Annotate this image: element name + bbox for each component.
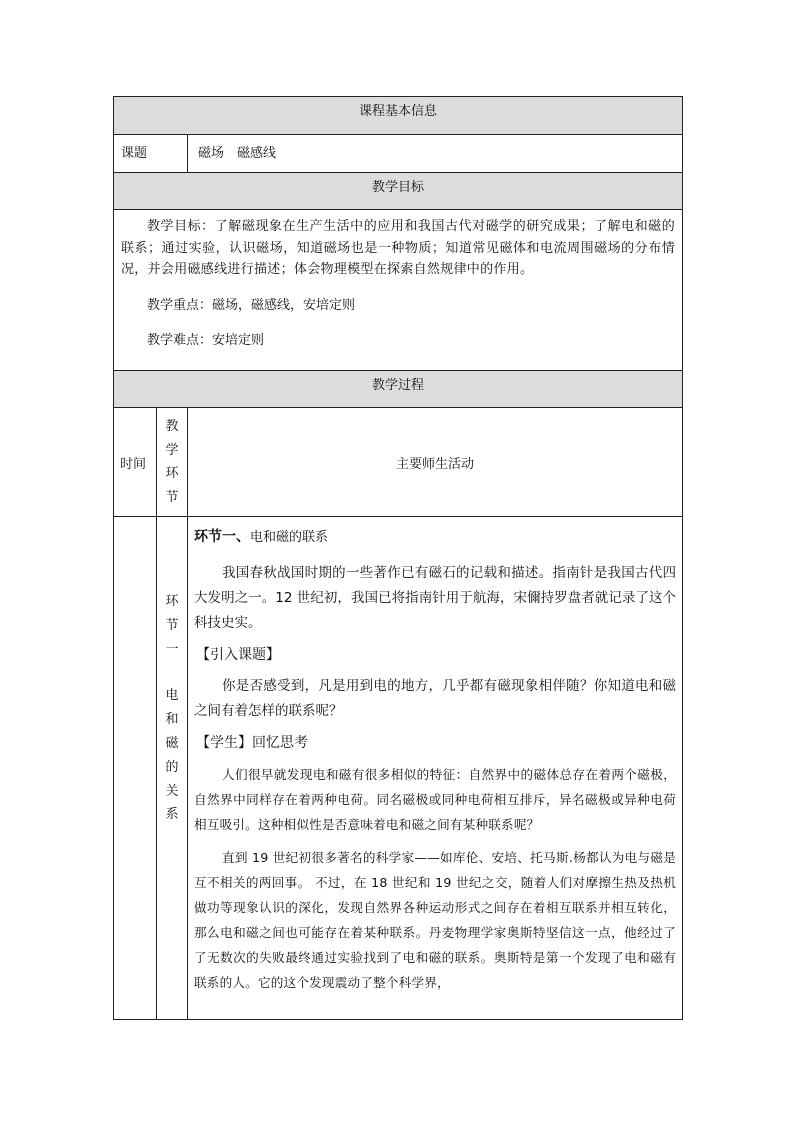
- section-title-bold: 环节一、: [194, 529, 250, 545]
- col-time-header: 时间: [114, 408, 157, 517]
- similarity-paragraph: 人们很早就发现电和磁有很多相似的特征：自然界中的磁体总存在着两个磁极，自然界中同样存在着两种电荷。同名磁极或同种电荷相互排斥，异名磁极或异种电荷相互吸引。这种相似性是否意味着电和磁之间有某种联系呢？: [194, 767, 677, 832]
- difficult-points: 教学难点：安培定则: [147, 333, 265, 348]
- goals-text: 教学目标：了解磁现象在生产生活中的应用和我国古代对磁学的研究成果；了解电和磁的联系；通过实验，认识磁场，知道磁场也是一种物质；知道常见磁体和电流周围磁场的分布情况，并会用磁感线进行描述；体会物理模型在探索自然规律中的作用。: [121, 219, 676, 277]
- intro-paragraph: 你是否感受到，凡是用到电的地方，几乎都有磁现象相伴随？你知道电和磁之间有着怎样的联系呢？: [194, 678, 677, 719]
- main-activity-cell: [188, 517, 683, 1020]
- intro-label: 【引入课题】: [196, 647, 280, 663]
- topic-row: [114, 135, 683, 173]
- lesson-plan-table: [113, 96, 683, 1020]
- section-title-rest: 电和磁的联系: [250, 530, 329, 545]
- history-paragraph: 我国春秋战国时期的一些著作已有磁石的记载和描述。指南针是我国古代四大发明之一。12 世纪初，我国已将指南针用于航海，宋儞持罗盘者就记录了这个科技史实。: [194, 565, 677, 631]
- topic-label: 课题: [114, 135, 188, 173]
- key-points: 教学重点：磁场，磁感线，安培定则: [147, 297, 356, 313]
- section-title: [194, 527, 676, 548]
- goals-header-row: [114, 173, 683, 210]
- stage-label-char: 节: [165, 617, 179, 633]
- topic-value: 磁场 磁感线: [188, 135, 683, 173]
- col-stage-char: 环: [165, 466, 179, 481]
- stage-label-char: 电: [165, 688, 179, 704]
- student-label: 【学生】回忆思考: [196, 735, 308, 751]
- goals-row: [114, 210, 683, 371]
- col-stage-header: [157, 408, 188, 517]
- oersted-paragraph: 直到 19 世纪初很多著名的科学家——如库伦、安培、托马斯.杨都认为电与磁是互不相关的两回事。 不过，在 18 世纪和 19 世纪之交，随着人们对摩擦生热及热机做功等现象认识的深化，发现自然界各种运动形式之间存在着相互联系并相互转化，那么电和磁之间也可能存在着某种联系。丹麦物理学家奥斯特坚信这一点，他经过了了无数次的失败最终通过实验找到了电和磁的联系。奥斯特是第一个发现了电和磁有联系的人。它的这个发现震动了整个科学界，: [194, 850, 677, 990]
- basic-info-header-row: [114, 97, 683, 135]
- column-header-row: [114, 408, 683, 517]
- goals-cell: [114, 210, 683, 371]
- process-header-row: [114, 371, 683, 408]
- stage-label-cell: [157, 517, 188, 1020]
- col-stage-char: 节: [165, 489, 179, 505]
- stage-label-char: 磁: [165, 735, 179, 751]
- stage-label-char: 的: [165, 759, 179, 775]
- col-main-header: 主要师生活动: [188, 408, 683, 517]
- col-stage-char: 教: [165, 419, 179, 434]
- time-cell: [114, 517, 157, 1020]
- stage-one-row: [114, 517, 683, 1020]
- stage-label-char: 关: [165, 783, 179, 799]
- goals-header: 教学目标: [114, 173, 683, 210]
- stage-label-char: 一: [165, 641, 179, 657]
- stage-label-char: 和: [165, 712, 179, 728]
- process-header: 教学过程: [114, 371, 683, 408]
- stage-label-char: 环: [165, 594, 179, 609]
- col-stage-char: 学: [165, 442, 179, 458]
- stage-label-char: 系: [165, 807, 179, 823]
- basic-info-header: 课程基本信息: [114, 97, 683, 135]
